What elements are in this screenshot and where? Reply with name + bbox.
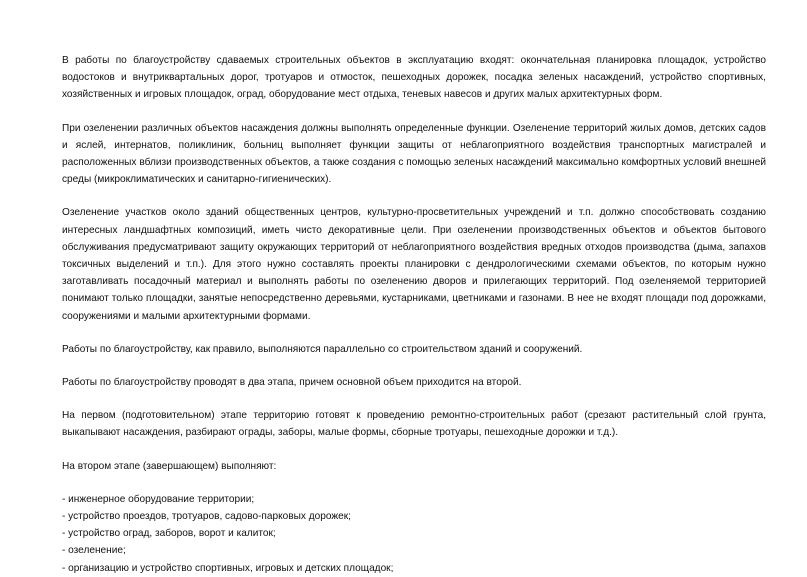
paragraph-6: На первом (подготовительном) этапе территорию готовят к проведению ремонтно-строительных работ (срезают растительный слой грунта, выкапывают насаждения, разбирают ограды, заборы, малые формы, сборные тротуары, пешеходные дорожки и т.д.). (62, 410, 766, 439)
works-list (62, 491, 766, 577)
paragraph-3: Озеленение участков около зданий общественных центров, культурно-просветительных учреждений и т.п. должно способствовать созданию интересных ландшафтных композиций, иметь чисто декоративные цели. При озеленении производственных объектов и объектов бытового обслуживания предусматривают защиту окружающих территорий от неблагоприятного воздействия вредных отходов производства (дыма, запахов токсичных выделений и т.п.). Для этого нужно составлять проекты планировки с дендрологическими схемами объектов, по которым нужно заготавливать посадочный материал и выполнять работы по озеленению дворов и прилегающих территорий. Под озеленяемой территорией понимают только площадки, занятые непосредственно деревьями, кустарниками, цветниками и газонами. В нее не входят площади под дорожками, сооружениями и малыми архитектурными формами. (62, 207, 766, 322)
document-page (62, 52, 766, 577)
list-item: - озеленение; (62, 545, 126, 557)
list-item: - устройство проездов, тротуаров, садово-парковых дорожек; (62, 511, 351, 523)
list-item: - устройство оград, заборов, ворот и калиток; (62, 528, 276, 540)
paragraph-5: Работы по благоустройству проводят в два этапа, причем основной объем приходится на второй. (62, 377, 522, 389)
paragraph-4: Работы по благоустройству, как правило, выполняются параллельно со строительством зданий и сооружений. (62, 343, 583, 355)
paragraph-7: На втором этапе (завершающем) выполняют: (62, 460, 277, 472)
list-item: - организацию и устройство спортивных, игровых и детских площадок; (62, 562, 394, 574)
list-item: - инженерное оборудование территории; (62, 493, 255, 505)
paragraph-1: В работы по благоустройству сдаваемых строительных объектов в эксплуатацию входят: окончательная планировка площадок, устройство водостоков и внутриквартальных дорог, тротуаров и отмосток, пешеходных дорожек, посадка зеленых насаждений, устройство спортивных, хозяйственных и игровых площадок, оград, оборудование мест отдыха, теневых навесов и других малых архитектурных форм. (62, 55, 766, 101)
paragraph-2: При озеленении различных объектов насаждения должны выполнять определенные функции. Озеленение территорий жилых домов, детских садов и яслей, интернатов, поликлиник, больниц выполняет функции защиты от неблагоприятного воздействия транспортных магистралей и расположенных вблизи производственных объектов, а также создания с помощью зеленых насаждений максимально комфортных условий внешней среды (микроклиматических и санитарно-гигиенических). (62, 122, 766, 186)
